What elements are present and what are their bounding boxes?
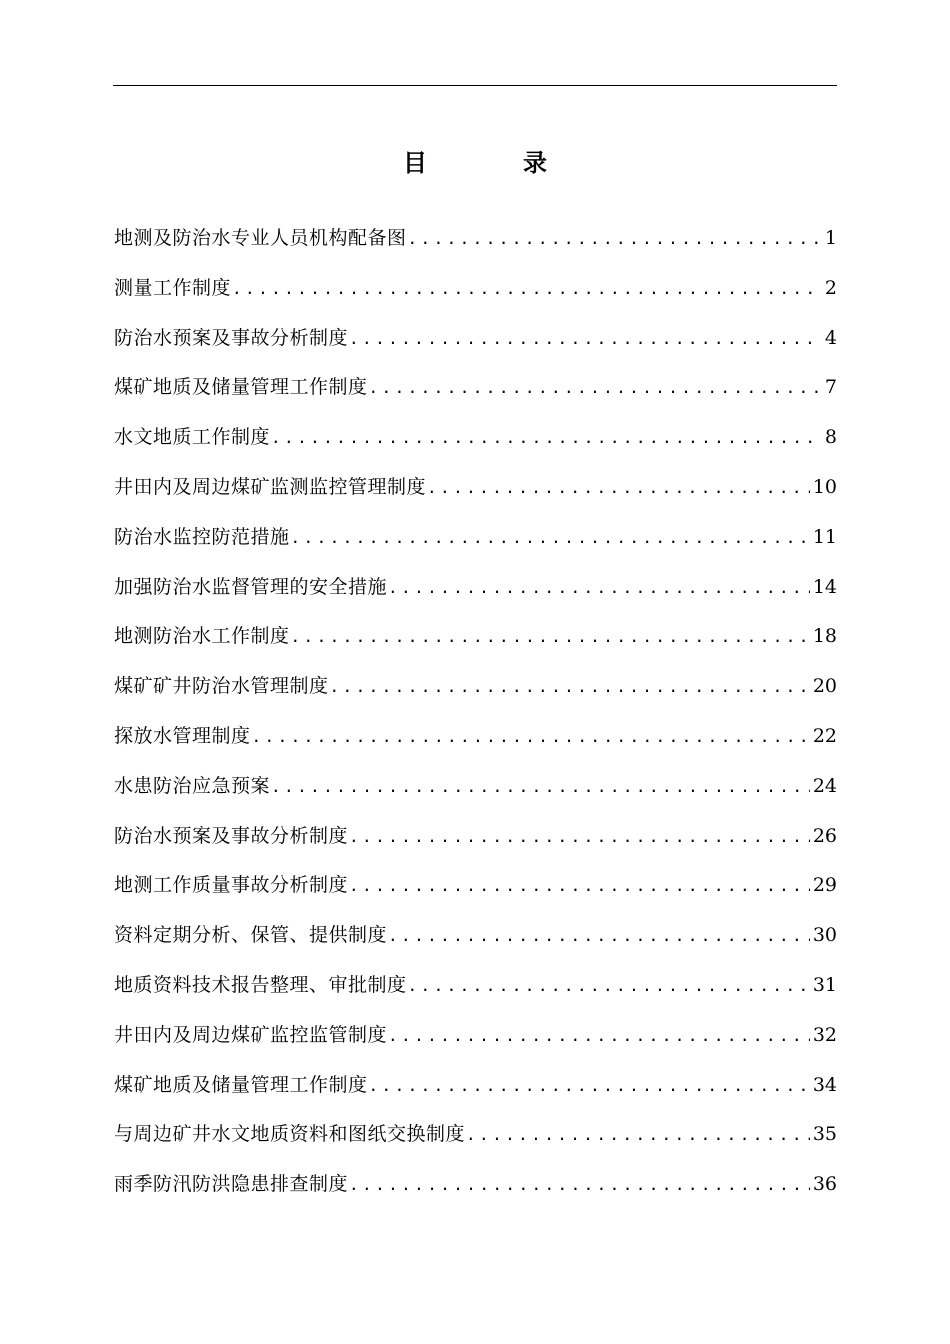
toc-entry-title: 煤矿地质及储量管理工作制度 (114, 376, 368, 399)
toc-entry-page: 10 (812, 475, 837, 498)
toc-entry-title: 加强防治水监督管理的安全措施 (114, 575, 388, 598)
toc-entry-title: 煤矿地质及储量管理工作制度 (114, 1073, 368, 1096)
toc-entry[interactable] (114, 1118, 837, 1168)
toc-leader-dots (271, 771, 810, 803)
toc-leader-dots (291, 522, 810, 554)
toc-entry-title: 井田内及周边煤矿监控监管制度 (114, 1023, 388, 1046)
toc-entry[interactable] (114, 272, 837, 322)
toc-entry[interactable] (114, 1069, 837, 1119)
toc-entry-page: 1 (824, 227, 837, 249)
toc-entry-title: 探放水管理制度 (114, 724, 251, 747)
toc-entry-page: 35 (812, 1123, 837, 1146)
toc-leader-dots (232, 273, 822, 305)
toc-entry-page: 20 (812, 675, 837, 698)
toc-entry-title: 地质资料技术报告整理、审批制度 (114, 973, 407, 996)
toc-entry-page: 34 (812, 1073, 837, 1096)
toc-leader-dots (349, 870, 810, 902)
toc-entry-title: 测量工作制度 (114, 276, 232, 299)
toc-entry-title: 资料定期分析、保管、提供制度 (114, 924, 388, 947)
toc-entry-page: 26 (812, 824, 837, 847)
toc-entry[interactable] (114, 969, 837, 1019)
toc-leader-dots (388, 1020, 810, 1052)
toc-entry-title: 地测工作质量事故分析制度 (114, 874, 349, 897)
toc-leader-dots (388, 920, 810, 952)
toc-leader-dots (349, 1169, 810, 1201)
toc-entry-page: 11 (812, 525, 837, 548)
toc-entry-title: 防治水监控防范措施 (114, 525, 290, 548)
toc-entry[interactable] (114, 322, 837, 372)
toc-leader-dots (408, 223, 822, 255)
toc-entry[interactable] (114, 1019, 837, 1069)
toc-entry[interactable] (114, 869, 837, 919)
toc-entry-title: 井田内及周边煤矿监测监控管理制度 (114, 475, 427, 498)
toc-leader-dots (271, 422, 822, 454)
toc-entry-page: 32 (812, 1023, 837, 1046)
toc-entry-page: 29 (812, 874, 837, 897)
toc-leader-dots (369, 372, 822, 404)
toc-entry[interactable] (114, 521, 837, 571)
toc-entry[interactable] (114, 571, 837, 621)
toc-entry[interactable] (114, 371, 837, 421)
toc-title: 目 录 (403, 148, 583, 177)
toc-leader-dots (349, 323, 822, 355)
toc-entry[interactable] (114, 1168, 837, 1218)
toc-entry-title: 与周边矿井水文地质资料和图纸交换制度 (114, 1123, 466, 1146)
header-rule (113, 85, 837, 86)
toc-leader-dots (408, 970, 810, 1002)
toc-entry-title: 煤矿矿井防治水管理制度 (114, 675, 329, 698)
toc-entry[interactable] (114, 471, 837, 521)
toc-leader-dots (252, 721, 810, 753)
toc-leader-dots (466, 1119, 810, 1151)
toc-entry-title: 雨季防汛防洪隐患排查制度 (114, 1173, 349, 1196)
toc-entry-page: 2 (824, 276, 837, 299)
toc-entry-page: 7 (824, 376, 837, 399)
toc-entry[interactable] (114, 720, 837, 770)
toc-leader-dots (330, 671, 810, 703)
toc-leader-dots (349, 821, 810, 853)
toc-entry-page: 8 (824, 426, 837, 449)
toc-entry-title: 防治水预案及事故分析制度 (114, 326, 349, 349)
toc-entry-page: 18 (812, 625, 837, 648)
toc-entry-title: 水文地质工作制度 (114, 426, 271, 449)
toc-entry-page: 31 (812, 973, 837, 996)
toc-entry[interactable] (114, 820, 837, 870)
toc-entry-title: 地测防治水工作制度 (114, 625, 290, 648)
toc-entry[interactable] (114, 620, 837, 670)
toc-leader-dots (291, 621, 810, 653)
toc-leader-dots (369, 1070, 810, 1102)
toc-leader-dots (388, 572, 810, 604)
toc-entry-page: 4 (824, 326, 837, 349)
table-of-contents (114, 222, 837, 1218)
toc-entry[interactable] (114, 770, 837, 820)
toc-entry-page: 36 (812, 1173, 837, 1196)
toc-entry[interactable] (114, 919, 837, 969)
toc-entry-page: 30 (812, 924, 837, 947)
toc-entry-page: 14 (812, 575, 837, 598)
toc-entry[interactable] (114, 222, 837, 272)
toc-entry-page: 22 (812, 724, 837, 747)
toc-entry-title: 水患防治应急预案 (114, 774, 271, 797)
toc-entry[interactable] (114, 670, 837, 720)
toc-entry-page: 24 (812, 774, 837, 797)
toc-entry-title: 防治水预案及事故分析制度 (114, 824, 349, 847)
toc-leader-dots (427, 472, 810, 504)
toc-entry-title: 地测及防治水专业人员机构配备图 (114, 227, 407, 249)
toc-entry[interactable] (114, 421, 837, 471)
